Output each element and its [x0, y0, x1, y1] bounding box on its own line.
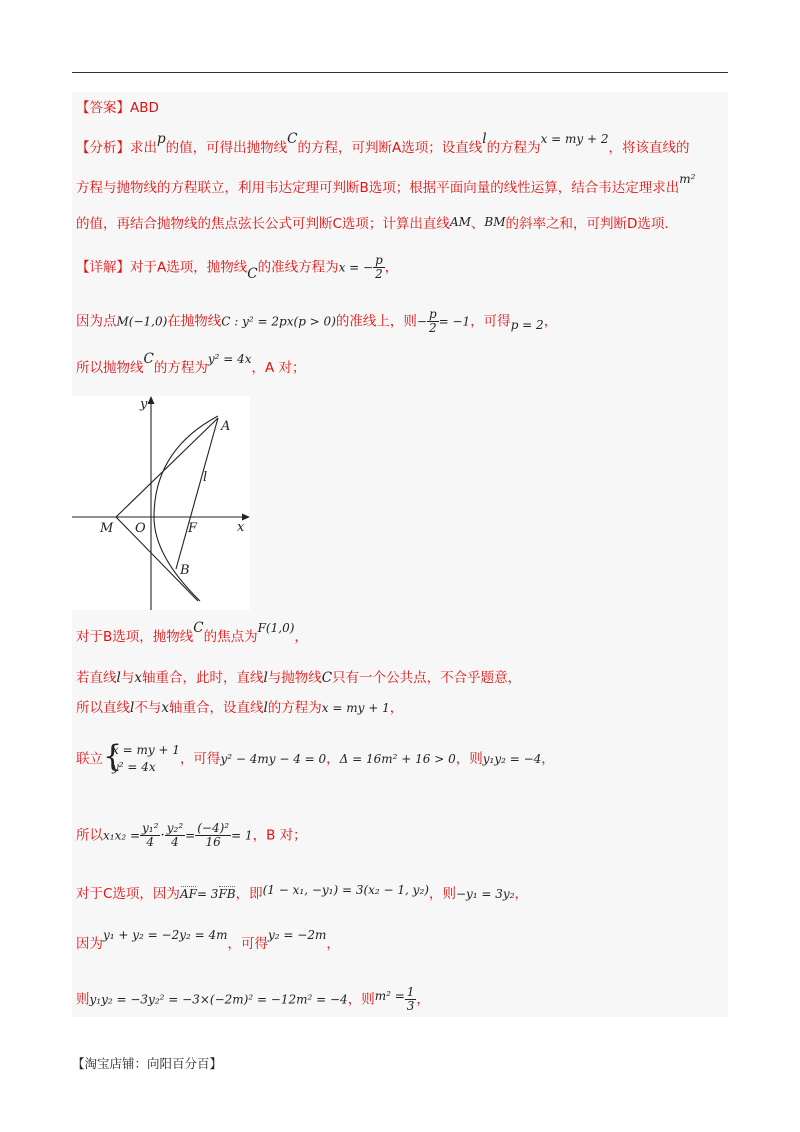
label-B: B: [180, 563, 190, 578]
label-M: M: [100, 521, 114, 536]
detail-text: 的准线方程为: [257, 259, 339, 276]
math-product: y₁y₂ = −4: [482, 752, 542, 766]
math-y2: y₂ = −2m: [268, 928, 327, 942]
analysis-text: 的值，再结合抛物线的焦点弦长公式可判断C选项；计算出直线: [76, 216, 450, 232]
detail-text: 对于B选项，抛物线: [76, 629, 194, 645]
detail-text: 在抛物线: [167, 313, 222, 330]
analysis-text: 的值，可得出抛物线: [165, 140, 288, 156]
analysis-text: 的斜率之和，可判断D选项.: [505, 216, 669, 232]
math-l: l: [482, 131, 487, 147]
math-point-M: M(−1,0): [116, 314, 168, 329]
detail-text: 与抛物线: [267, 670, 322, 686]
detail-text: ，: [416, 991, 430, 1008]
detail-text: 联立: [76, 751, 103, 767]
label-l: l: [203, 470, 208, 485]
detail-text: ，则: [347, 991, 375, 1008]
vector-FB: FB: [218, 887, 236, 901]
detail-text: 对于C选项，因为: [76, 886, 180, 902]
detail-text: 的方程为: [267, 700, 322, 716]
detail-text: 对于A选项，抛物线: [130, 259, 248, 276]
detail-line-6: [76, 698, 403, 718]
math-AM: AM: [449, 215, 471, 229]
solution-panel: [72, 92, 728, 1017]
detail-text: ，: [389, 700, 404, 716]
analysis-text: 的方程为: [486, 140, 541, 156]
detail-text: ，: [326, 751, 340, 767]
detail-text: ，则: [455, 751, 483, 767]
math-focus: F(1,0): [257, 621, 295, 635]
math-C: C: [143, 351, 154, 367]
math-l: l: [116, 670, 121, 686]
detail-text: 轴重合，此时，直线: [141, 670, 264, 686]
fraction-p-over-2: $\frac{p}{2}$: [375, 253, 383, 281]
detail-line-9: [76, 884, 528, 904]
math-parabola-result: y² = 4x: [207, 352, 252, 366]
detail-line-1: [76, 254, 398, 281]
answer-label: 【答案】: [76, 100, 130, 116]
detail-text: ，可得: [227, 936, 269, 952]
math-m-squared: m² =: [374, 988, 405, 1003]
math-minus: −: [416, 314, 427, 329]
detail-text: 不与: [134, 700, 162, 716]
detail-text: 的准线上，则: [335, 313, 417, 330]
line-MA: [116, 418, 218, 517]
line-MB: [116, 517, 198, 601]
detail-label: 【详解】: [76, 259, 130, 276]
detail-text: ，即: [235, 886, 263, 902]
detail-text: ，可得: [470, 313, 511, 330]
analysis-line-1: [76, 131, 690, 158]
detail-line-5: [76, 668, 521, 688]
math-line-equation: x = my + 1: [321, 701, 390, 715]
detail-text: 所以抛物线: [76, 360, 144, 376]
detail-line-11: [76, 986, 430, 1013]
math-C: C: [287, 131, 298, 147]
math-parabola: C : y² = 2px(p > 0): [221, 314, 336, 329]
detail-text: ，A 对；: [251, 360, 306, 376]
analysis-label: 【分析】: [76, 140, 130, 156]
parabola-diagram: [72, 396, 250, 610]
detail-text: ，: [541, 751, 555, 767]
detail-text: 的焦点为: [203, 629, 258, 645]
analysis-line-3: [76, 214, 669, 234]
detail-line-4: [76, 620, 308, 647]
fraction: $\frac{\text{(−4)²}}{16}$: [197, 821, 230, 849]
math-l: l: [130, 700, 135, 716]
detail-line-7: [76, 739, 555, 776]
answer-value: ABD: [130, 100, 159, 116]
detail-text: 所以直线: [76, 700, 130, 716]
fraction: $\frac{\text{y₂²}}{4}$: [166, 821, 184, 849]
detail-text: ，则: [428, 886, 456, 902]
math-C: C: [321, 670, 333, 686]
parabola-figure: [72, 396, 250, 610]
line-l: [176, 418, 218, 569]
detail-text: 的方程为: [153, 360, 208, 376]
label-A: A: [221, 419, 231, 434]
detail-line-2: [76, 308, 557, 335]
math-l: l: [263, 670, 268, 686]
detail-text: 因为点: [76, 313, 117, 330]
detail-text: 因为: [76, 936, 103, 952]
label-y: y: [140, 397, 148, 412]
fraction-p-over-2: $\frac{p}{2}$: [428, 307, 437, 335]
detail-text: ，B 对；: [252, 827, 307, 844]
math-lhs: x₁x₂ =: [103, 828, 141, 843]
math-directrix: x = −: [338, 260, 374, 275]
detail-text: 只有一个公共点，不合乎题意，: [332, 670, 522, 686]
vector-AF: AF: [179, 887, 197, 901]
math-rhs: = 1: [231, 828, 253, 843]
math-product-chain: y₁y₂ = −3y₂² = −3×(−2m)² = −12m² = −4: [89, 992, 348, 1007]
detail-text: ，可得: [179, 751, 221, 767]
analysis-text: ，将该直线的: [608, 140, 690, 156]
math-eq: =: [185, 828, 196, 843]
fraction-one-third: $\frac{1}{3}$: [406, 985, 415, 1013]
math-C: C: [247, 265, 258, 282]
detail-line-10: [76, 928, 340, 954]
math-x: x: [161, 700, 169, 716]
detail-text: 若直线: [76, 670, 117, 686]
math-p-value: p = 2: [510, 317, 544, 332]
detail-line-3: [76, 351, 306, 378]
y-axis-arrow-icon: [148, 396, 155, 404]
detail-text: ，: [384, 259, 399, 276]
math-p: p: [157, 131, 166, 147]
analysis-line-2: [76, 172, 696, 198]
math-quadratic: y² − 4my − 4 = 0: [220, 752, 327, 766]
math-m-squared: m²: [679, 172, 696, 186]
analysis-text: 方程与抛物线的方程联立，利用韦达定理可判断B选项；根据平面向量的线性运算，结合韦达定理求出: [76, 180, 680, 196]
detail-text: ，: [543, 313, 558, 330]
math-relation: −y₁ = 3y₂: [455, 887, 515, 901]
answer-line: [76, 98, 159, 118]
math-BM: BM: [484, 215, 506, 229]
detail-text: 则: [76, 991, 90, 1008]
analysis-text: 、: [470, 216, 485, 232]
math-eq: = −1: [438, 314, 471, 329]
detail-text: 所以: [76, 827, 103, 844]
analysis-text: 的方程，可判断A选项；设直线: [297, 140, 483, 156]
math-vector-equation: (1 − x₁, −y₁) = 3(x₂ − 1, y₂): [262, 883, 429, 897]
math-x: x: [134, 670, 142, 686]
label-F: F: [188, 521, 198, 536]
label-O: O: [135, 521, 146, 536]
detail-text: ，: [294, 629, 308, 645]
equation-system: { x = my + 1 y² = 4x: [103, 739, 180, 774]
math-dot: ·: [160, 827, 165, 844]
line-equation: x = my + 2: [540, 132, 609, 146]
detail-text: ，: [514, 886, 529, 902]
fraction: $\frac{\text{y₁²}}{4}$: [142, 821, 159, 849]
analysis-text: 求出: [130, 140, 157, 156]
footer-shop-label: 【淘宝店铺：向阳百分百】: [72, 1056, 223, 1071]
detail-text: 轴重合，设直线: [168, 700, 264, 716]
detail-line-8: [76, 822, 307, 849]
math-C: C: [193, 620, 204, 636]
detail-text: ，: [326, 936, 340, 952]
label-x: x: [237, 520, 245, 535]
math-l: l: [263, 700, 268, 716]
math-discriminant: Δ = 16m² + 16 > 0: [339, 752, 456, 766]
header-rule: [72, 72, 728, 73]
math-eq: = 3: [196, 887, 219, 901]
detail-text: 与: [120, 670, 135, 686]
math-sum: y₁ + y₂ = −2y₂ = 4m: [103, 928, 228, 942]
